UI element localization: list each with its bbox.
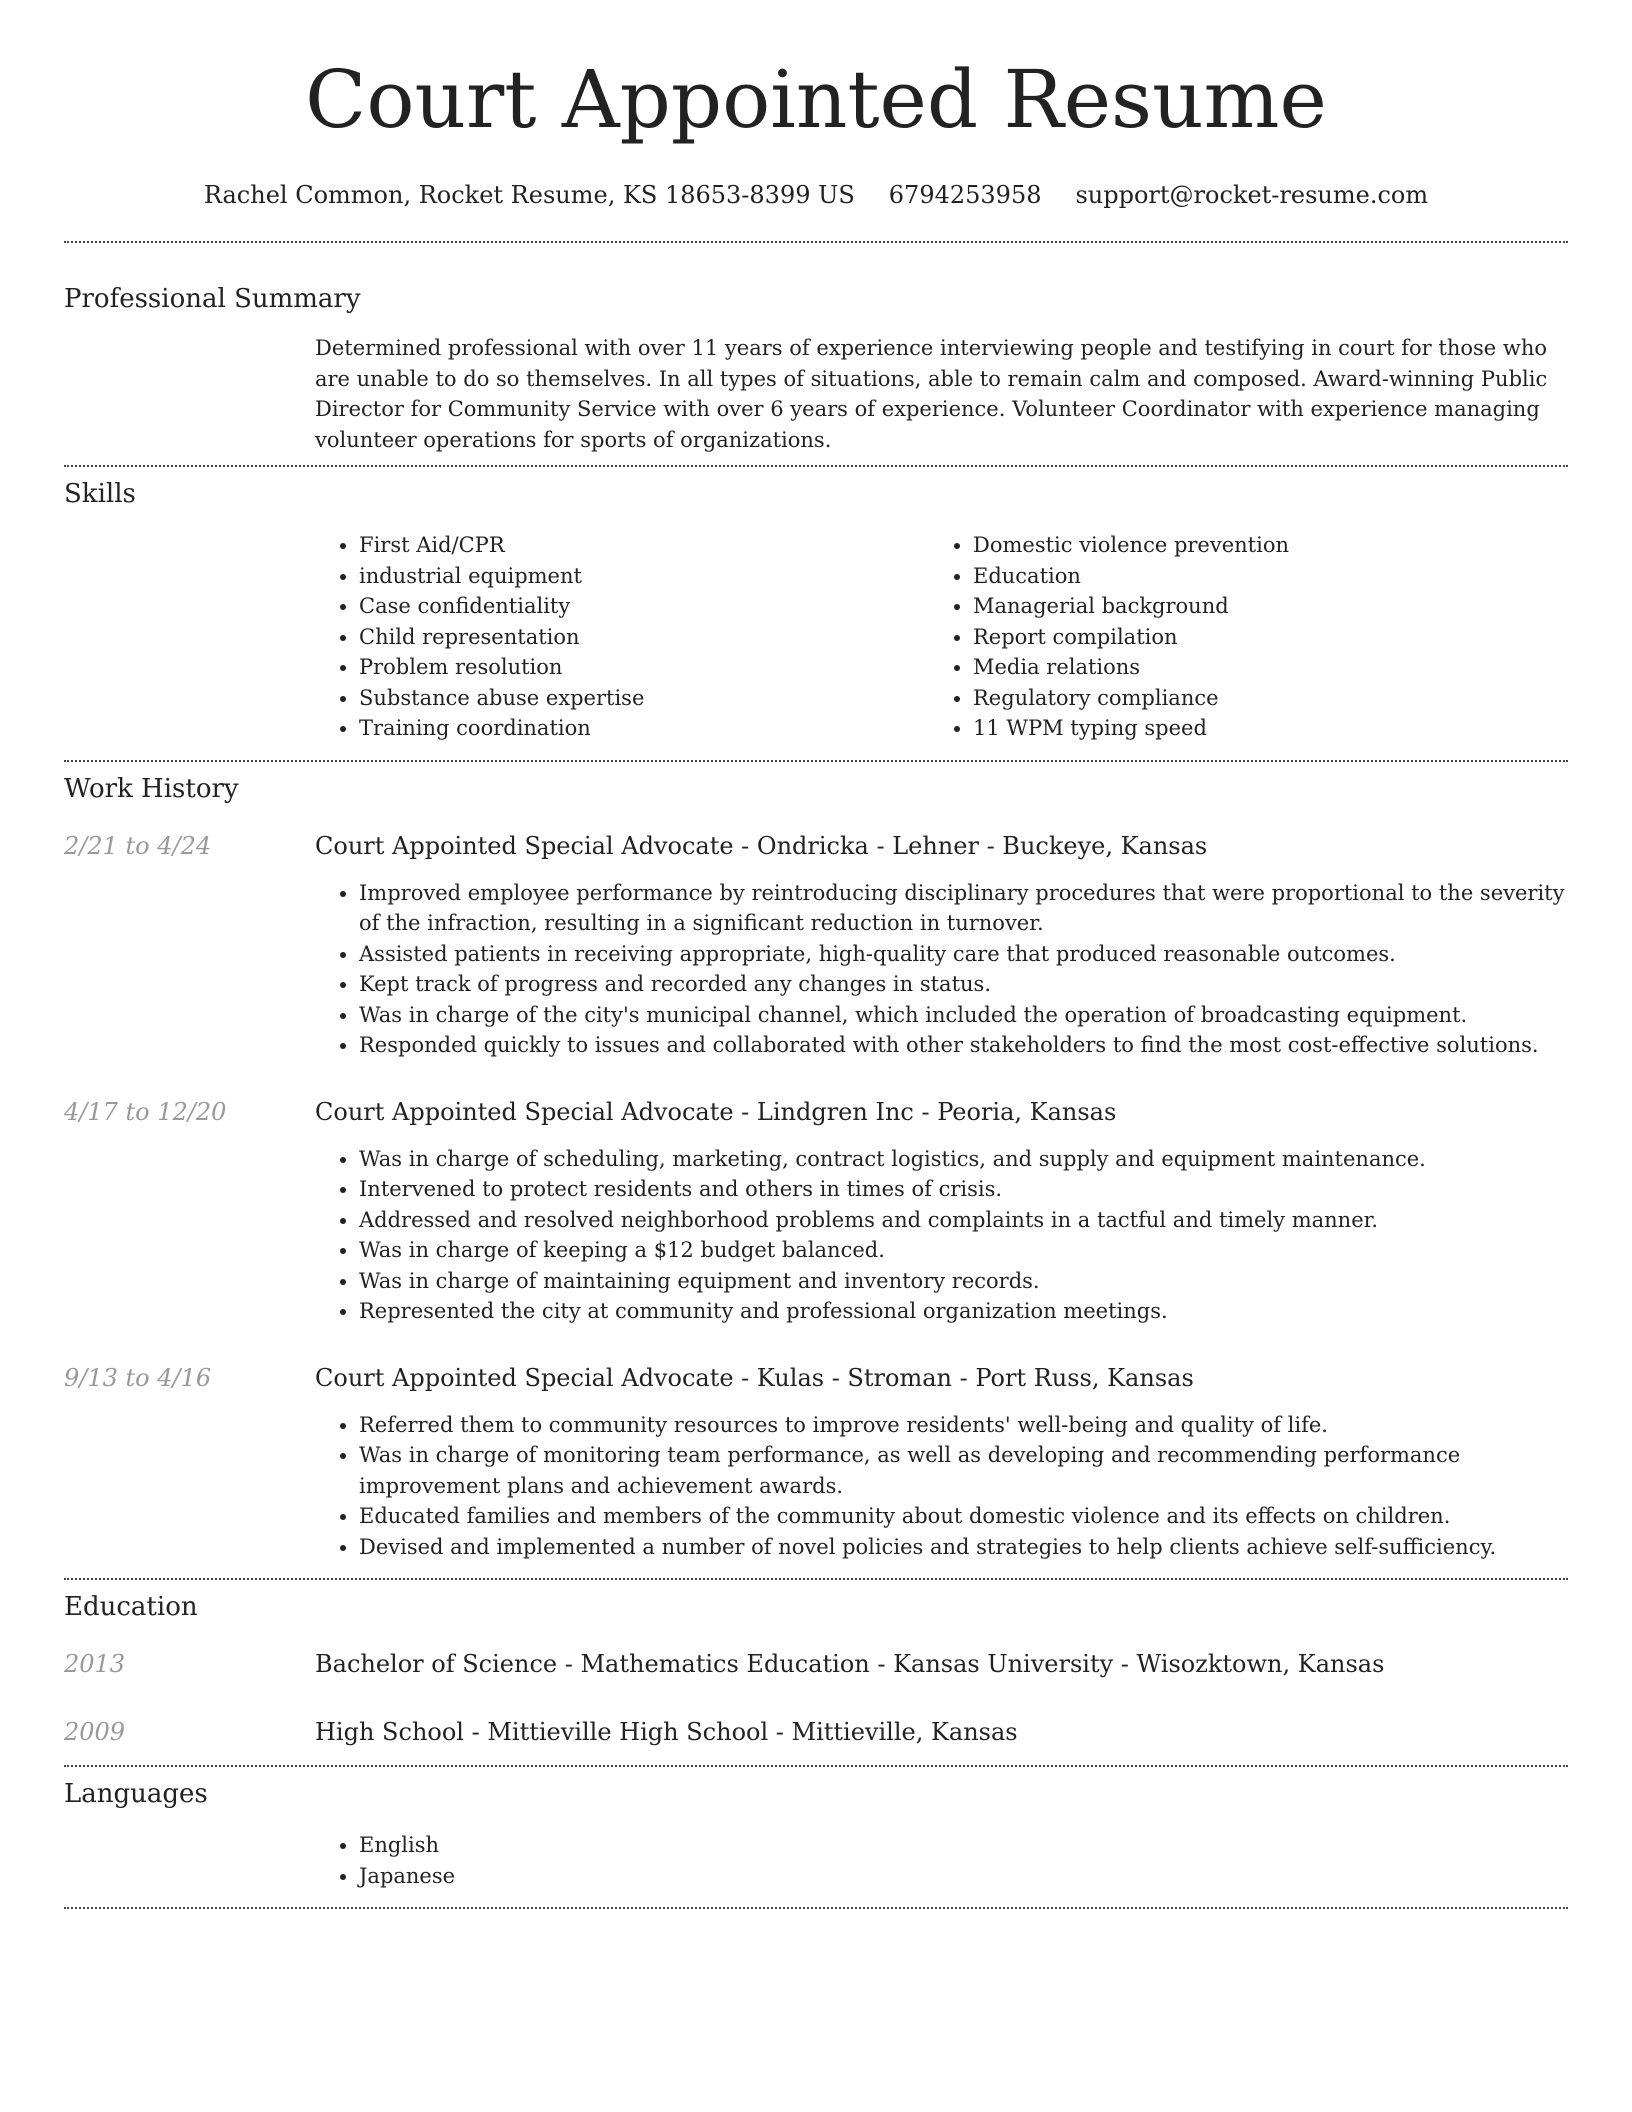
skills-section <box>64 467 1568 760</box>
job-dates: 4/17 to 12/20 <box>64 1097 227 1126</box>
job-bullet: • Referred them to community resources to improve residents' well-being and quality of life. <box>359 1410 1568 1441</box>
education-entry <box>64 1647 1568 1681</box>
languages-section <box>64 1767 1568 1907</box>
work-section <box>64 762 1568 1579</box>
skill-item: • 11 WPM typing speed <box>973 713 1543 744</box>
job-bullet: • Improved employee performance by reintroducing disciplinary procedures that were proportional to the severity of the infraction, resulting in a significant reduction in turnover. <box>359 878 1568 939</box>
job-entry <box>64 1361 1568 1563</box>
skills-list-right <box>929 530 1543 744</box>
skill-item: • Regulatory compliance <box>973 683 1543 714</box>
contact-address: Rachel Common, Rocket Resume, KS 18653-8399 US <box>203 181 855 209</box>
skill-item: • Substance abuse expertise <box>359 683 929 714</box>
job-bullets <box>315 878 1568 1061</box>
education-section <box>64 1580 1568 1765</box>
skills-list-left <box>315 530 929 744</box>
section-heading-languages: Languages <box>64 1779 208 1809</box>
languages-list <box>315 1830 1568 1891</box>
job-bullet: • Intervened to protect residents and others in times of crisis. <box>359 1174 1568 1205</box>
education-title: Bachelor of Science - Mathematics Education - Kansas University - Wisozktown, Kansas <box>315 1650 1385 1678</box>
job-dates: 9/13 to 4/16 <box>64 1363 212 1392</box>
job-bullet: • Assisted patients in receiving appropriate, high-quality care that produced reasonable outcomes. <box>359 939 1568 970</box>
skill-item: • Domestic violence prevention <box>973 530 1543 561</box>
job-dates: 2/21 to 4/24 <box>64 831 212 860</box>
skill-item: • Report compilation <box>973 622 1543 653</box>
job-bullets <box>315 1144 1568 1327</box>
summary-body <box>315 333 1568 455</box>
section-heading-summary: Professional Summary <box>64 284 361 314</box>
job-title: Court Appointed Special Advocate - Kulas - Stroman - Port Russ, Kansas <box>315 1363 1194 1392</box>
contact-phone: 6794253958 <box>888 181 1042 209</box>
skill-item: • Problem resolution <box>359 652 929 683</box>
skills-grid <box>315 530 1568 744</box>
job-bullet: • Kept track of progress and recorded any changes in status. <box>359 969 1568 1000</box>
job-entry <box>64 1095 1568 1327</box>
job-bullet: • Was in charge of keeping a $12 budget balanced. <box>359 1235 1568 1266</box>
job-bullet: • Educated families and members of the community about domestic violence and its effects on children. <box>359 1501 1568 1532</box>
education-entry <box>64 1715 1568 1749</box>
job-bullet: • Was in charge of maintaining equipment and inventory records. <box>359 1266 1568 1297</box>
job-title: Court Appointed Special Advocate - Ondricka - Lehner - Buckeye, Kansas <box>315 831 1208 860</box>
contact-email: support@rocket-resume.com <box>1075 181 1429 209</box>
summary-text: Determined professional with over 11 years of experience interviewing people and testifying in court for those who are unable to do so themselves. In all types of situations, able to remain calm and composed. Award-winning Public Director for Community Service with over 6 years of experience. Volunteer Coordinator with experience managing volunteer operations for sports of organizations. <box>315 336 1548 452</box>
education-year: 2013 <box>64 1650 126 1678</box>
education-title: High School - Mittieville High School - Mittieville, Kansas <box>315 1718 1018 1746</box>
job-bullet: • Was in charge of the city's municipal channel, which included the operation of broadcasting equipment. <box>359 1000 1568 1031</box>
job-entry <box>64 829 1568 1061</box>
education-year: 2009 <box>64 1718 126 1746</box>
languages-body <box>315 1830 1568 1891</box>
skill-item: • First Aid/CPR <box>359 530 929 561</box>
skill-item: • Child representation <box>359 622 929 653</box>
job-bullets <box>315 1410 1568 1563</box>
section-heading-education: Education <box>64 1592 198 1622</box>
job-bullet: • Responded quickly to issues and collaborated with other stakeholders to find the most cost-effective solutions. <box>359 1030 1568 1061</box>
summary-section <box>64 243 1568 465</box>
skill-item: • Education <box>973 561 1543 592</box>
section-heading-work: Work History <box>64 773 239 804</box>
skill-item: • Managerial background <box>973 591 1543 622</box>
job-bullet: • Was in charge of monitoring team performance, as well as developing and recommending performance improvement plans and achievement awards. <box>359 1440 1568 1501</box>
job-title: Court Appointed Special Advocate - Lindgren Inc - Peoria, Kansas <box>315 1097 1117 1126</box>
section-heading-skills: Skills <box>64 479 136 509</box>
language-item: • Japanese <box>359 1861 1568 1892</box>
skill-item: • Case confidentiality <box>359 591 929 622</box>
resume-title: Court Appointed Resume <box>305 53 1327 146</box>
job-bullet: • Devised and implemented a number of novel policies and strategies to help clients achieve self-sufficiency. <box>359 1532 1568 1563</box>
divider <box>64 1907 1568 1909</box>
job-bullet: • Addressed and resolved neighborhood problems and complaints in a tactful and timely manner. <box>359 1205 1568 1236</box>
skill-item: • industrial equipment <box>359 561 929 592</box>
contact-line <box>64 178 1568 212</box>
job-bullet: • Was in charge of scheduling, marketing, contract logistics, and supply and equipment maintenance. <box>359 1144 1568 1175</box>
language-item: • English <box>359 1830 1568 1861</box>
job-bullet: • Represented the city at community and professional organization meetings. <box>359 1296 1568 1327</box>
skill-item: • Media relations <box>973 652 1543 683</box>
skill-item: • Training coordination <box>359 713 929 744</box>
